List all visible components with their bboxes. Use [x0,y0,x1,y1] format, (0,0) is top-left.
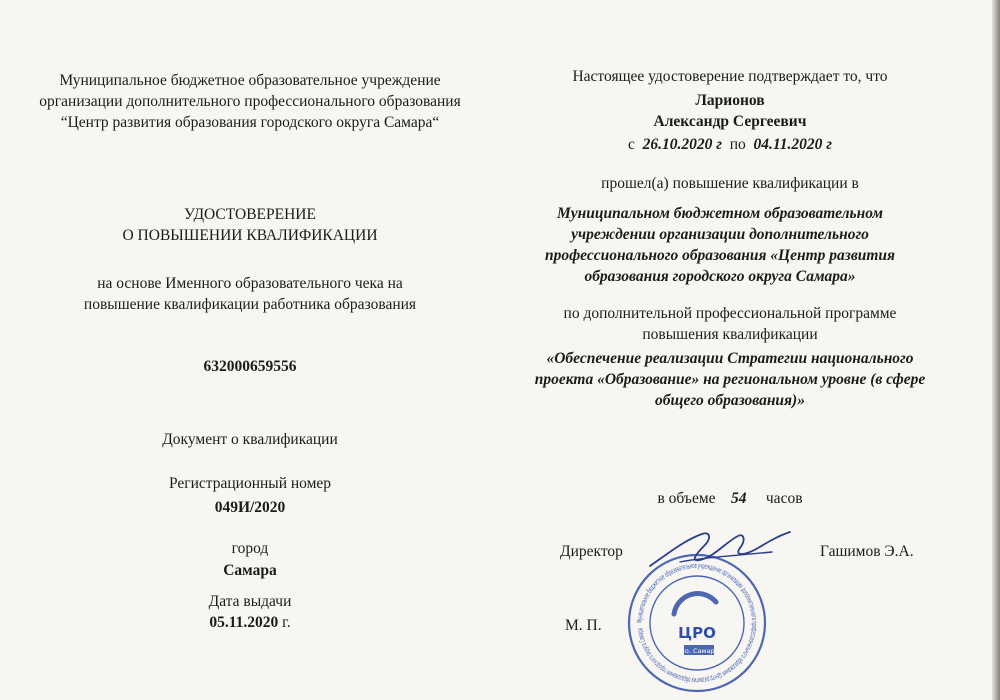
issue-date-row [30,612,470,633]
city-label: город [231,540,269,557]
certificate-number: 632000659556 [203,358,297,375]
period-from-prefix: с [627,136,635,153]
organization-full: Муниципальном бюджетном образовательном учреждении организации дополнительного профессионального образования «Центр развития образования городского округа Самара» [544,205,896,285]
city-value: Самара [223,562,277,579]
director-label: Директор [560,543,623,560]
doc-title-line2: О ПОВЫШЕНИИ КВАЛИФИКАЦИИ [122,227,378,244]
training-period [500,134,960,155]
period-date-from: 26.10.2020 г [642,136,722,153]
stamp-ring-text: Муниципальное бюджетное образовательное учреждение организации дополнительного профессионального образования Центр развития образования городского округа Самара [634,560,760,686]
period-date-to: 04.11.2020 г [753,136,833,153]
passed-text: прошел(а) повышение квалификации в [601,175,859,192]
holder-name: Александр Сергеевич [653,113,807,130]
hours-value: 54 [731,490,747,507]
stamp-center-text: ЦРО [678,624,716,642]
stamp-emblem-swoosh [674,594,716,614]
director-signature [640,522,800,582]
issue-date-suffix: г. [282,614,291,631]
registration-number: 049И/2020 [214,499,286,516]
doc-title-line1: УДОСТОВЕРЕНИЕ [184,206,316,223]
holder-surname: Ларионов [695,92,765,109]
intro-text: Настоящее удостоверение подтверждает то, что [572,68,888,85]
seal-place-label: М. П. [565,617,602,634]
volume-prefix: в объеме [657,490,716,507]
period-to-word: по [729,136,746,153]
issue-date: 05.11.2020 [209,614,279,631]
institution-name: Муниципальное бюджетное образовательное учреждение организации дополнительного профессионального образования “Центр развития образования городского округа Самара“ [39,72,461,131]
stamp-sub-text: г.о. Самара [679,647,719,655]
program-intro: по дополнительной профессиональной программе повышения квалификации [563,305,897,343]
basis-text: на основе Именного образовательного чека на повышение квалификации работника образования [83,275,417,313]
hours-label: часов [765,490,803,507]
program-name: «Обеспечение реализации Стратегии национального проекта «Образование» на региональном уровне (в сфере общего образования)» [534,350,926,409]
director-name: Гашимов Э.А. [820,543,914,560]
issue-date-label: Дата выдачи [208,593,292,610]
volume-row [500,488,960,509]
document-label: Документ о квалификации [162,431,338,448]
registration-label: Регистрационный номер [168,475,332,492]
paper-edge [992,0,1000,700]
